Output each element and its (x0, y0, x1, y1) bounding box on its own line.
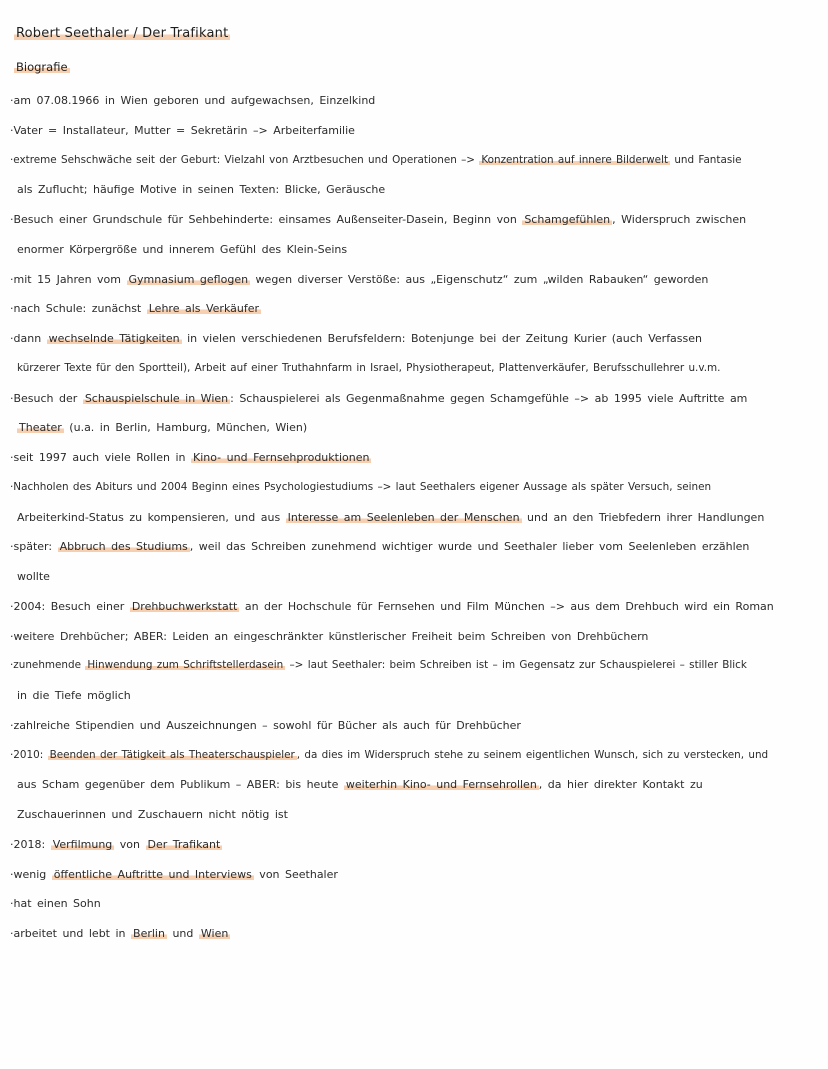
highlighted-phrase: Interesse am Seelenleben der Menschen (287, 510, 520, 524)
note-line: aus Scham gegenüber dem Publikum – ABER: bis heute weiterhin Kino- und Fernsehrollen , da hier direkter Kontakt zu (17, 778, 703, 792)
note-line: ·arbeitet und lebt in Berlin und Wien (10, 927, 229, 940)
note-line: ·zunehmende Hinwendung zum Schriftstellerdasein –> laut Seethaler: beim Schreiben ist – im Gegensatz zur Schauspielerei – stiller Blick (10, 659, 747, 672)
note-line: ·extreme Sehschwäche seit der Geburt: Vielzahl von Arztbesuchen und Operationen –> Konzentration auf innere Bilderwelt und Fantasie (10, 153, 742, 166)
title-text: Robert Seethaler / Der Trafikant (16, 26, 229, 41)
highlighted-phrase: Berlin (133, 927, 165, 940)
highlighted-phrase: Konzentration auf innere Bilderwelt (481, 153, 669, 166)
note-line: ·Besuch einer Grundschule für Sehbehinderte: einsames Außenseiter-Dasein, Beginn von Schamgefühlen , Widerspruch zwischen (10, 213, 747, 226)
note-line: ·am 07.08.1966 in Wien geboren und aufgewachsen, Einzelkind (10, 94, 376, 107)
note-line: ·mit 15 Jahren vom Gymnasium geflogen wegen diverser Verstöße: aus „Eigenschutz“ zum „wilden Rabauken“ geworden (10, 272, 709, 286)
note-line: ·wenig öffentliche Auftritte und Interviews von Seethaler (10, 867, 338, 881)
note-line: enormer Körpergröße und innerem Gefühl des Klein-Seins (17, 242, 348, 256)
highlighted-phrase: öffentliche Auftritte und Interviews (53, 867, 252, 881)
note-line: ·weitere Drehbücher; ABER: Leiden an eingeschränkter künstlerischer Freiheit beim Schreiben von Drehbüchern (10, 629, 649, 643)
note-line: ·Besuch der Schauspielschule in Wien : Schauspielerei als Gegenmaßnahme gegen Schamgefühle –> ab 1995 viele Auftritte am (10, 391, 748, 405)
highlighted-phrase: Drehbuchwerkstatt (131, 599, 238, 613)
note-line: ·2018: Verfilmung von Der Trafikant (10, 837, 221, 851)
highlighted-phrase: Schauspielschule in Wien (84, 391, 229, 405)
note-line: Arbeiterkind-Status zu kompensieren, und aus Interesse am Seelenleben der Menschen und an den Triebfedern ihrer Handlungen (17, 510, 765, 524)
note-line: Theater (u.a. in Berlin, Hamburg, München, Wien) (19, 421, 308, 435)
highlighted-phrase: Abbruch des Studiums (59, 540, 188, 554)
note-line: ·Nachholen des Abiturs und 2004 Beginn eines Psychologiestudiums –> laut Seethalers eigener Aussage als später Versuch, seinen (10, 480, 712, 493)
highlighted-phrase: Schamgefühlen (524, 213, 611, 226)
note-line: als Zuflucht; häufige Motive in seinen Texten: Blicke, Geräusche (17, 183, 386, 197)
highlighted-phrase: weiterhin Kino- und Fernsehrollen (345, 778, 537, 792)
note-line: ·Vater = Installateur, Mutter = Sekretärin –> Arbeiterfamilie (10, 123, 355, 137)
note-line: ·dann wechselnde Tätigkeiten in vielen verschiedenen Berufsfeldern: Botenjunge bei der Zeitung Kurier (auch Verfassen (10, 332, 703, 345)
highlighted-phrase: Kino- und Fernsehproduktionen (193, 451, 370, 464)
note-line: in die Tiefe möglich (17, 689, 131, 702)
note-line: kürzerer Texte für den Sportteil), Arbeit auf einer Truthahnfarm in Israel, Physiotherapeut, Plattenverkäufer, Berufsschullehrer u.v.m. (17, 361, 721, 374)
highlighted-phrase: Gymnasium geflogen (128, 272, 249, 286)
highlighted-phrase: Lehre als Verkäufer (148, 302, 260, 316)
section-heading (14, 60, 70, 74)
highlighted-phrase: Hinwendung zum Schriftstellerdasein (87, 659, 284, 672)
note-line: ·hat einen Sohn (10, 897, 101, 911)
note-line: ·2010: Beenden der Tätigkeit als Theaterschauspieler , da dies im Widerspruch stehe zu seinem eigentlichen Wunsch, sich zu verstecken, und (10, 748, 769, 761)
note-line: ·zahlreiche Stipendien und Auszeichnungen – sowohl für Bücher als auch für Drehbücher (10, 718, 521, 732)
highlighted-phrase: Theater (19, 421, 62, 435)
biography-list (10, 86, 822, 949)
note-line: wollte (17, 570, 50, 583)
highlighted-phrase: Der Trafikant (147, 837, 221, 851)
highlighted-phrase: Beenden der Tätigkeit als Theaterschauspieler (49, 748, 295, 761)
note-line: ·2004: Besuch einer Drehbuchwerkstatt an der Hochschule für Fernsehen und Film München –> aus dem Drehbuch wird ein Roman (10, 599, 774, 613)
page-title (14, 26, 230, 41)
note-line: Zuschauerinnen und Zuschauern nicht nötig ist (17, 808, 288, 821)
note-line: ·nach Schule: zunächst Lehre als Verkäufer (10, 302, 260, 316)
note-line: ·später: Abbruch des Studiums , weil das Schreiben zunehmend wichtiger wurde und Seethaler lieber vom Seelenleben erzählen (10, 540, 750, 554)
highlighted-phrase: Verfilmung (52, 837, 113, 851)
section-heading-text: Biografie (16, 60, 68, 74)
highlighted-phrase: Wien (200, 927, 229, 940)
note-line: ·seit 1997 auch viele Rollen in Kino- und Fernsehproduktionen (10, 451, 370, 464)
highlighted-phrase: wechselnde Tätigkeiten (48, 332, 180, 345)
